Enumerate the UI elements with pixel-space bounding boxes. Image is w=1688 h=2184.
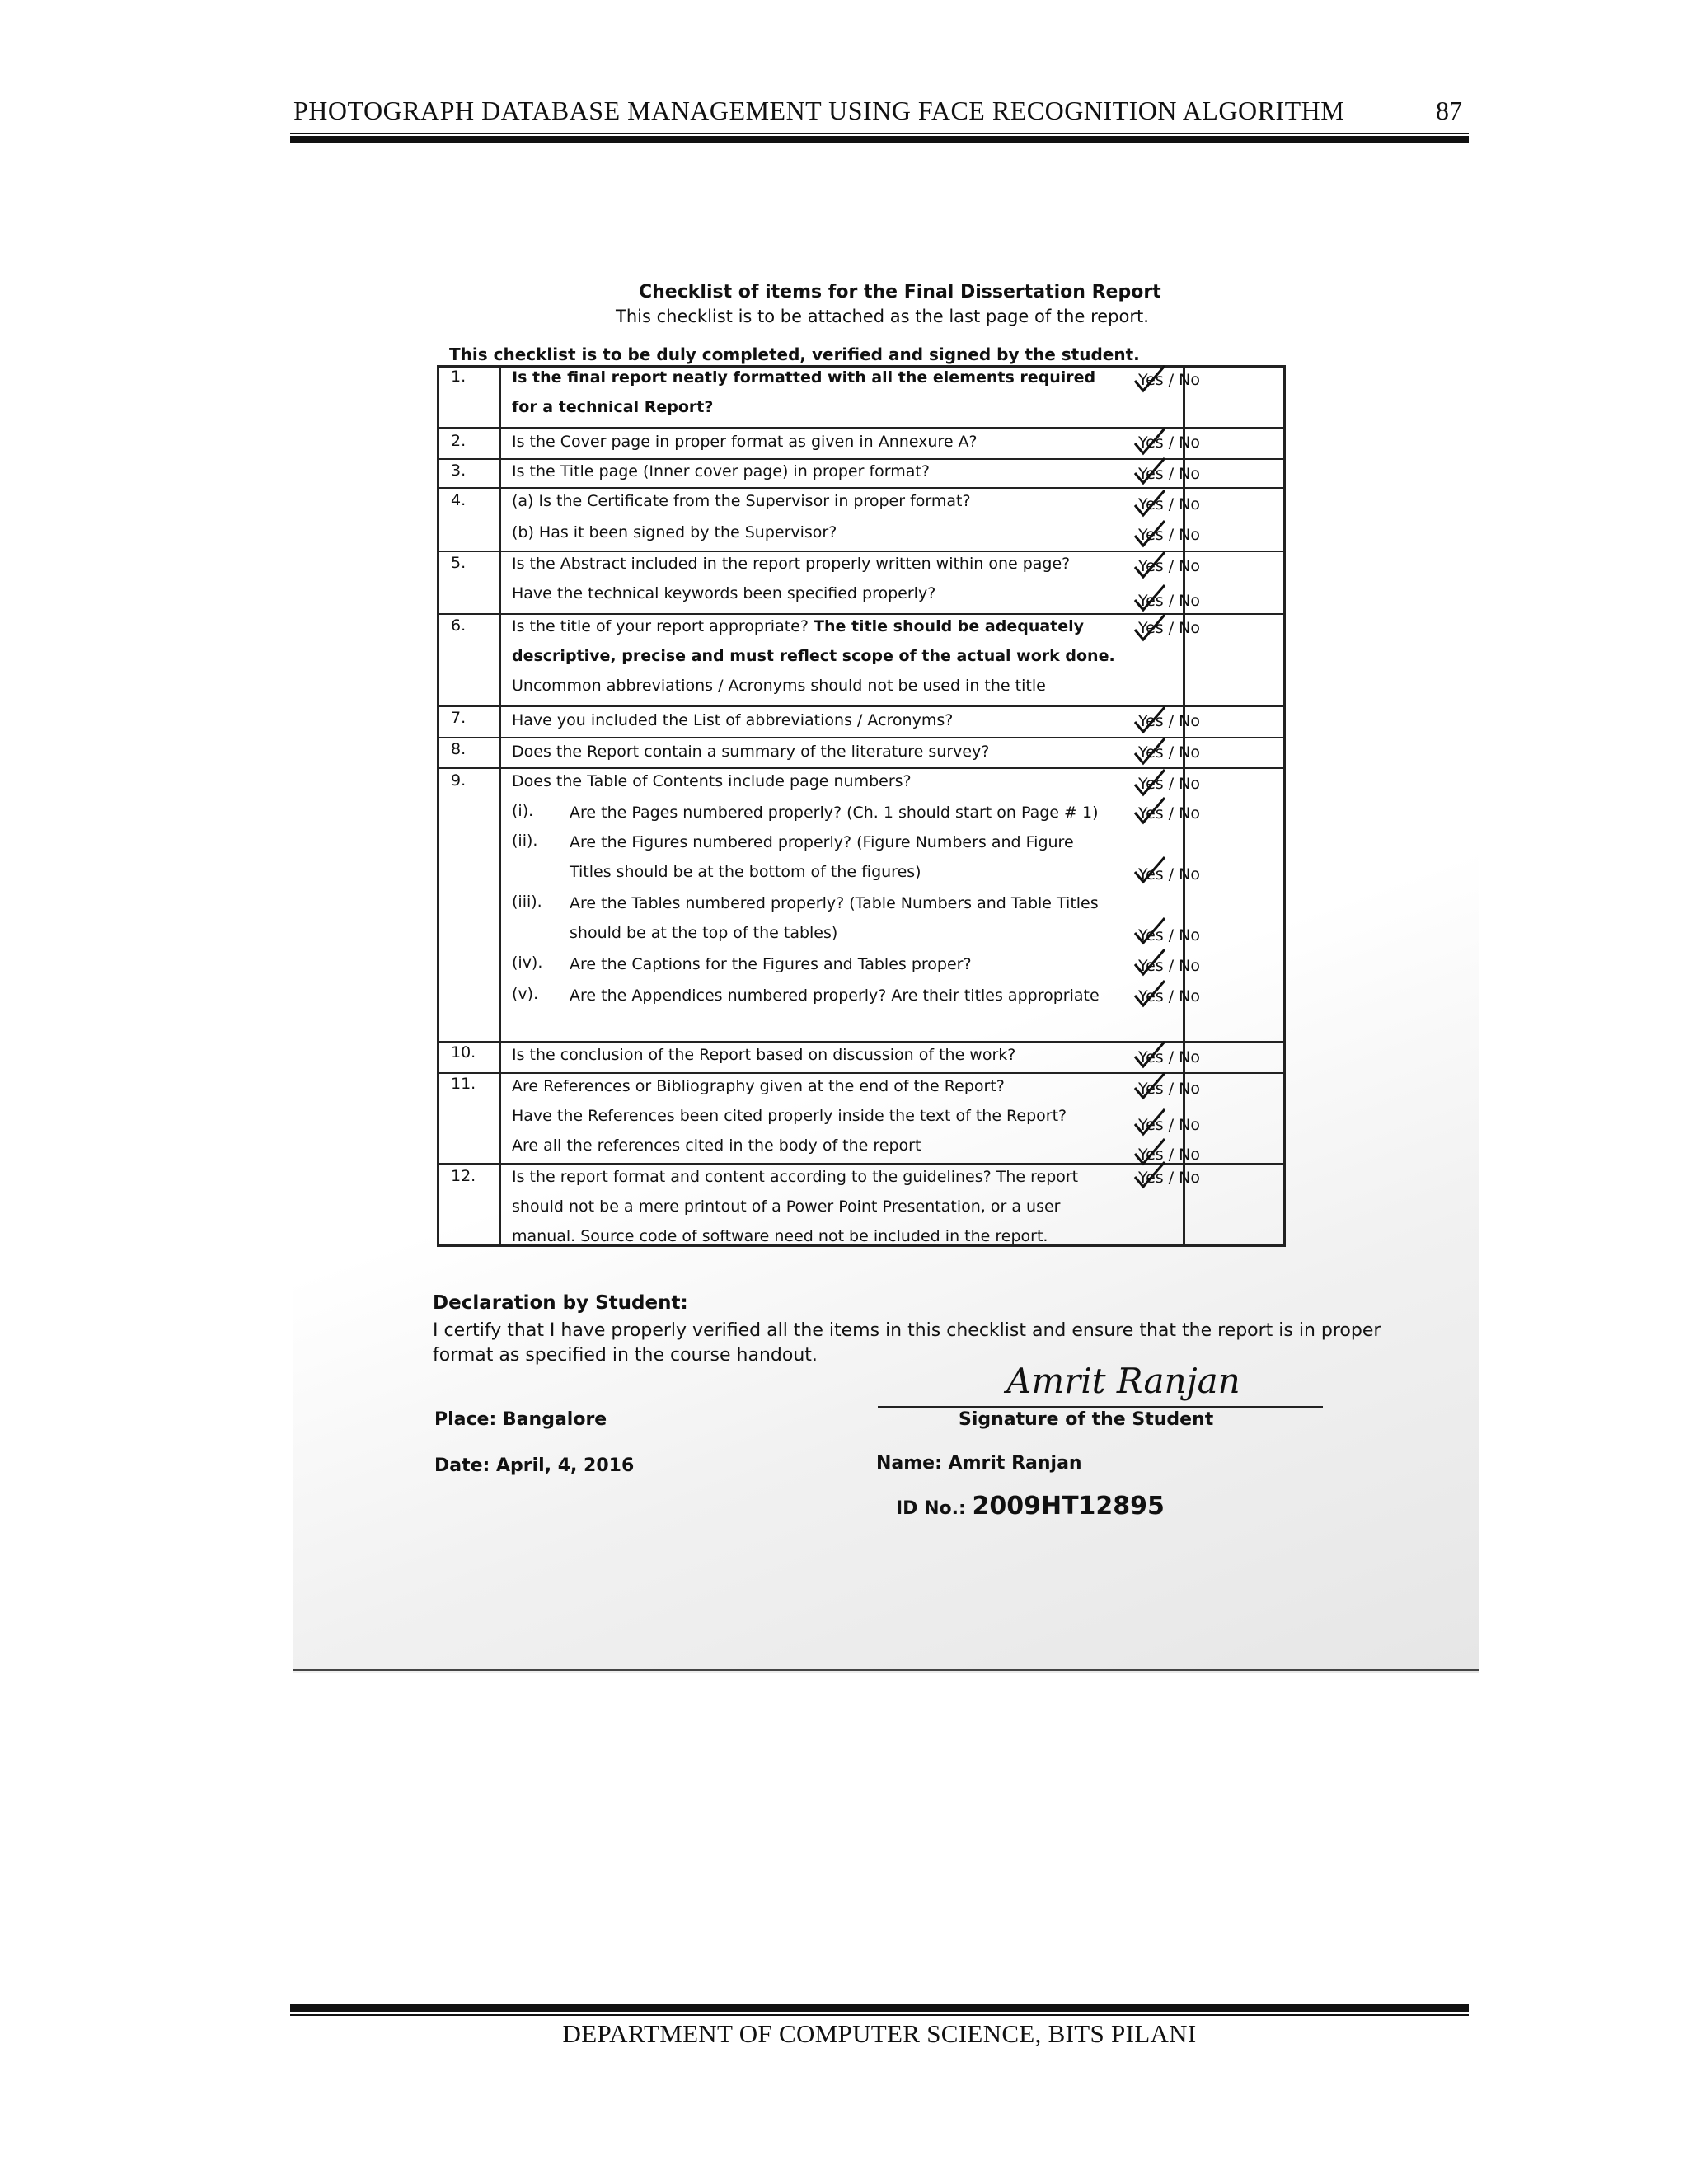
header-rule-thick [290, 136, 1469, 143]
tick-mark-icon [1132, 1070, 1168, 1103]
tick-mark-icon [1132, 455, 1168, 488]
yes-no-answer: Yes / No [1138, 926, 1200, 944]
subitem-text: Are the Figures numbered properly? (Figure Numbers and Figure [570, 833, 1074, 851]
tick-mark-icon [1132, 487, 1168, 520]
item-number: 1. [451, 368, 467, 386]
yes-no-answer: Yes / No [1138, 619, 1200, 637]
item-text: manual. Source code of software need not be included in the report. [512, 1227, 1048, 1245]
item-text: Is the report format and content according to the guidelines? The report [512, 1168, 1079, 1186]
yes-no-answer: Yes / No [1138, 1080, 1200, 1098]
item-text: Is the final report neatly formatted with all the elements required [512, 368, 1096, 387]
page-footer: DEPARTMENT OF COMPUTER SCIENCE, BITS PILANI [562, 2019, 1197, 2048]
item-text: Have the References been cited properly inside the text of the Report? [512, 1107, 1067, 1125]
form-instruction: This checklist is to be duly completed, verified and signed by the student. [449, 344, 1140, 364]
tick-mark-icon [1132, 977, 1168, 1010]
footer-rule-thick [290, 2004, 1469, 2012]
footer-rule-thin [290, 2014, 1469, 2016]
tick-mark-icon [1132, 549, 1168, 582]
form-subtitle: This checklist is to be attached as the last page of the report. [616, 307, 1149, 326]
signature-line [878, 1406, 1323, 1408]
student-name: Name: Amrit Ranjan [876, 1453, 1082, 1474]
yes-no-answer: Yes / No [1138, 592, 1200, 610]
tick-mark-icon [1132, 363, 1168, 396]
header-rule-thin [290, 133, 1469, 134]
tick-mark-icon [1132, 704, 1168, 737]
subitem-text: Are the Appendices numbered properly? Are their titles appropriate [570, 987, 1100, 1005]
item-text: descriptive, precise and must reflect scope of the actual work done. [512, 647, 1115, 665]
subitem-text: Titles should be at the bottom of the figures) [570, 863, 921, 881]
date-field: Date: April, 4, 2016 [434, 1455, 635, 1476]
subitem-text: Are the Captions for the Figures and Tables proper? [570, 955, 972, 973]
student-id [896, 1492, 1165, 1521]
item-number: 7. [451, 709, 467, 727]
item-text: Does the Report contain a summary of the literature survey? [512, 743, 990, 761]
page-header [290, 96, 1469, 135]
tick-mark-icon [1132, 854, 1168, 887]
page-number: 87 [1436, 96, 1462, 125]
item-text: (b) Has it been signed by the Supervisor? [512, 523, 837, 541]
subitem-text: Are the Tables numbered properly? (Table Numbers and Table Titles [570, 894, 1099, 912]
yes-no-answer: Yes / No [1138, 557, 1200, 575]
subitem-label: (iii). [512, 893, 542, 911]
yes-no-answer: Yes / No [1138, 804, 1200, 823]
yes-no-answer: Yes / No [1138, 712, 1200, 730]
item-number: 10. [451, 1043, 476, 1062]
tick-mark-icon [1132, 1038, 1168, 1071]
item-text-bold: The title should be adequately [813, 617, 1085, 635]
yes-no-answer: Yes / No [1138, 495, 1200, 513]
item-number: 4. [451, 491, 467, 509]
item-text: (a) Is the Certificate from the Supervisor in proper format? [512, 492, 971, 510]
item-text: for a technical Report? [512, 398, 714, 416]
item-text: Is the Title page (Inner cover page) in proper format? [512, 462, 930, 480]
item-text: Are all the references cited in the body of the report [512, 1137, 921, 1155]
id-label: ID No.: [896, 1498, 966, 1519]
item-number: 8. [451, 740, 467, 758]
tick-mark-icon [1132, 582, 1168, 615]
item-text [512, 612, 1084, 641]
item-number: 11. [451, 1075, 476, 1093]
item-text: Are References or Bibliography given at the end of the Report? [512, 1077, 1005, 1095]
yes-no-answer: Yes / No [1138, 1169, 1200, 1187]
handwritten-signature [1001, 1352, 1249, 1409]
yes-no-answer: Yes / No [1138, 957, 1200, 975]
yes-no-answer: Yes / No [1138, 465, 1200, 483]
tick-mark-icon [1132, 794, 1168, 827]
yes-no-answer: Yes / No [1138, 775, 1200, 793]
item-number: 2. [451, 432, 467, 450]
item-text-part: Is the title of your report appropriate? [512, 617, 809, 635]
tick-mark-icon [1132, 425, 1168, 458]
tick-mark-icon [1132, 735, 1168, 768]
subitem-label: (v). [512, 985, 539, 1003]
yes-no-answer: Yes / No [1138, 987, 1200, 1005]
signature-text: Amrit Ranjan [1006, 1361, 1240, 1401]
subitem-text: should be at the top of the tables) [570, 924, 838, 942]
signature-label: Signature of the Student [959, 1409, 1214, 1430]
tick-mark-icon [1132, 1106, 1168, 1139]
place-field: Place: Bangalore [434, 1409, 607, 1430]
item-number: 3. [451, 462, 467, 480]
yes-no-answer: Yes / No [1138, 743, 1200, 762]
yes-no-answer: Yes / No [1138, 434, 1200, 452]
tick-mark-icon [1132, 915, 1168, 948]
running-title: PHOTOGRAPH DATABASE MANAGEMENT USING FACE RECOGNITION ALGORITHM [293, 96, 1345, 125]
item-number: 9. [451, 771, 467, 790]
item-text: Is the Abstract included in the report properly written within one page? [512, 555, 1071, 573]
column-divider [499, 368, 501, 1244]
subitem-label: (iv). [512, 954, 543, 972]
yes-no-answer: Yes / No [1138, 865, 1200, 883]
yes-no-answer: Yes / No [1138, 526, 1200, 544]
item-number: 5. [451, 554, 467, 572]
item-number: 6. [451, 616, 467, 635]
item-text: should not be a mere printout of a Power Point Presentation, or a user [512, 1197, 1061, 1216]
tick-mark-icon [1132, 518, 1168, 551]
subitem-label: (ii). [512, 832, 538, 850]
item-text: Is the Cover page in proper format as given in Annexure A? [512, 433, 978, 451]
declaration-text: I certify that I have properly verified all the items in this checklist and ensure that the report is in proper format as specified in the course handout. [433, 1320, 1381, 1366]
tick-mark-icon [1132, 946, 1168, 979]
item-text: Does the Table of Contents include page numbers? [512, 772, 912, 790]
yes-no-answer: Yes / No [1138, 1116, 1200, 1134]
scan-bottom-edge [293, 1669, 1479, 1671]
item-text: Uncommon abbreviations / Acronyms should not be used in the title [512, 677, 1046, 695]
item-text: Have the technical keywords been specified properly? [512, 584, 936, 602]
declaration-title: Declaration by Student: [433, 1292, 688, 1314]
checklist-table [437, 365, 1286, 1247]
form-title: Checklist of items for the Final Dissertation Report [639, 282, 1161, 302]
item-text: Is the conclusion of the Report based on discussion of the work? [512, 1046, 1016, 1064]
subitem-text: Are the Pages numbered properly? (Ch. 1 should start on Page # 1) [570, 804, 1099, 822]
subitem-label: (i). [512, 802, 534, 820]
yes-no-answer: Yes / No [1138, 371, 1200, 389]
item-text: Have you included the List of abbreviations / Acronyms? [512, 711, 954, 729]
id-value: 2009HT12895 [972, 1492, 1165, 1521]
yes-no-answer: Yes / No [1138, 1146, 1200, 1164]
item-number: 12. [451, 1167, 476, 1185]
tick-mark-icon [1132, 1159, 1168, 1192]
yes-no-answer: Yes / No [1138, 1048, 1200, 1066]
scanned-checklist-image [293, 272, 1479, 1673]
tick-mark-icon [1132, 612, 1168, 644]
